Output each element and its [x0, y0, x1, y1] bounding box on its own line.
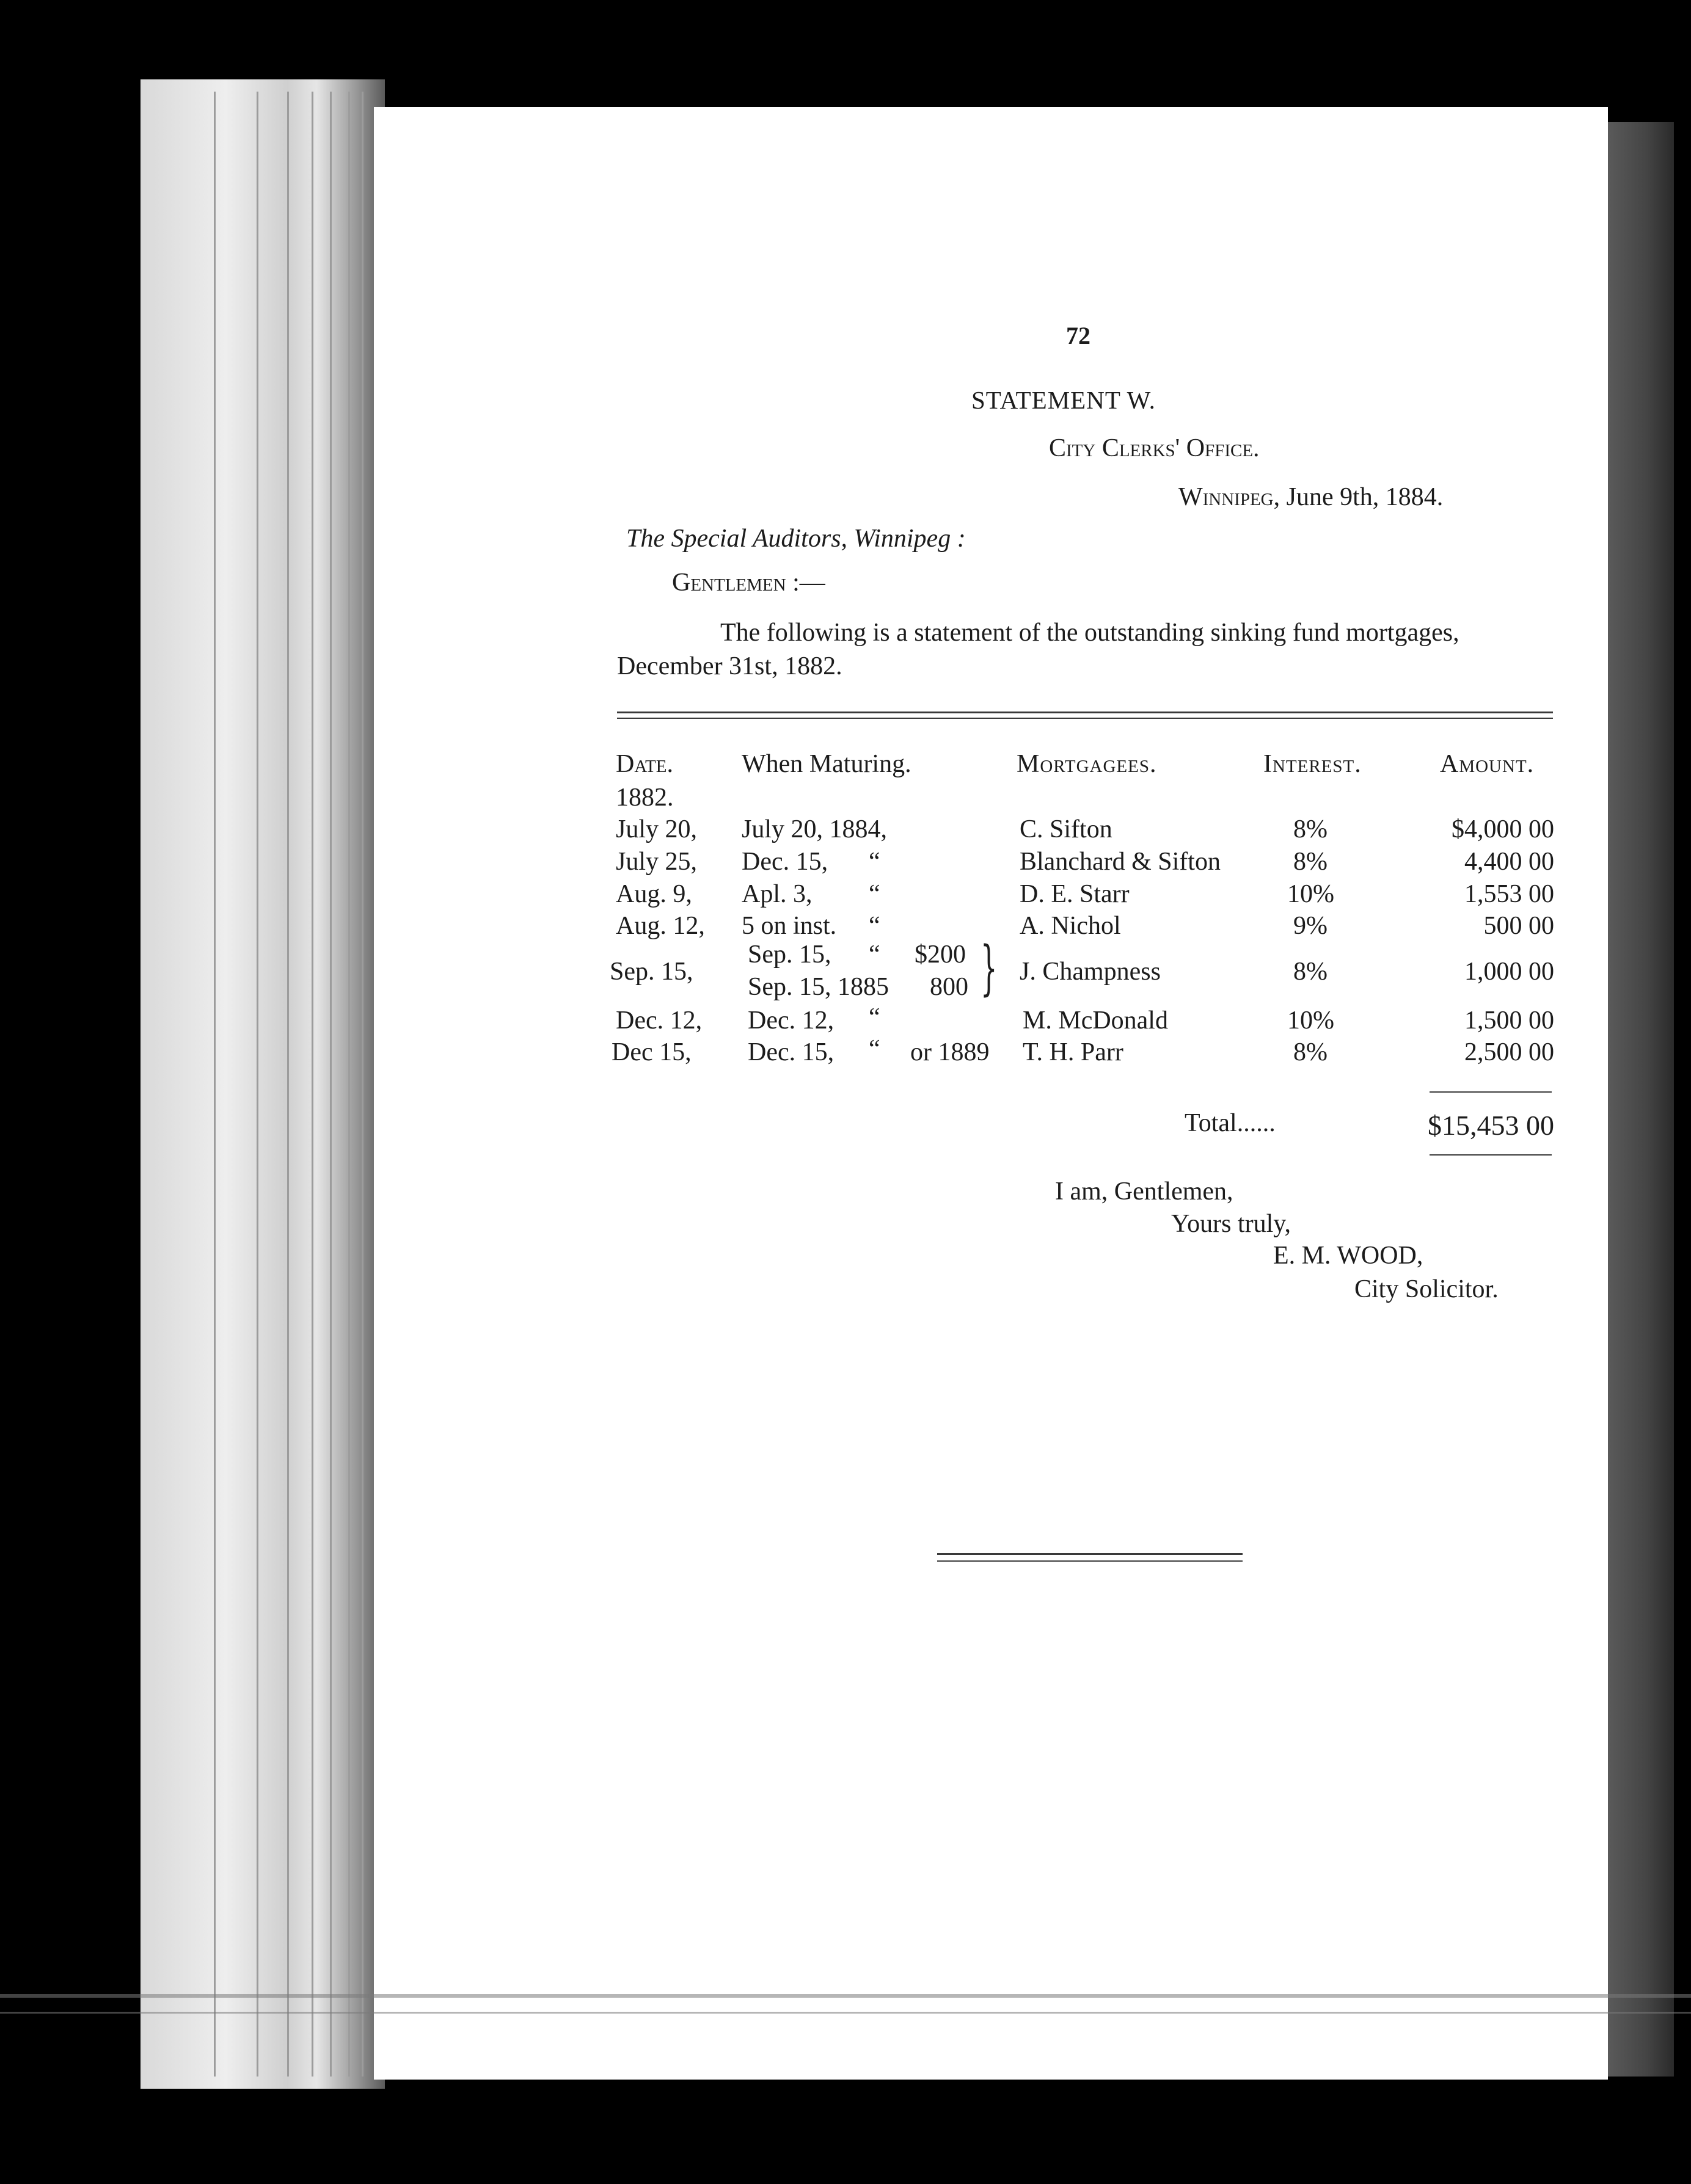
- year-label: 1882.: [616, 784, 674, 812]
- ditto-mark: “: [869, 1035, 880, 1063]
- row-amount: $4,000 00: [1452, 815, 1554, 843]
- signature-name: E. M. WOOD,: [1273, 1242, 1423, 1270]
- row-mortgagee: Blanchard & Sifton: [1020, 848, 1221, 876]
- row-date: July 25,: [616, 848, 698, 876]
- row-date: Aug. 12,: [616, 912, 705, 940]
- brace-icon: }: [981, 934, 998, 1002]
- row-interest: 8%: [1293, 1038, 1328, 1066]
- header-amount: Amount.: [1440, 750, 1535, 778]
- header-interest: Interest.: [1263, 750, 1362, 778]
- row-maturing: July 20, 1884,: [742, 815, 888, 843]
- row-amount: 2,500 00: [1464, 1038, 1554, 1066]
- row-maturing: Apl. 3,: [742, 880, 813, 908]
- scan-artifact-line: [0, 2012, 1691, 2014]
- row-mortgagee: M. McDonald: [1023, 1006, 1168, 1035]
- maturing-alternate: or 1889: [910, 1038, 990, 1066]
- ditto-mark: “: [869, 912, 880, 940]
- book-right-edge: [1607, 122, 1674, 2077]
- row-amount: 1,553 00: [1464, 880, 1554, 908]
- row-maturing: Sep. 15,: [748, 941, 831, 969]
- statement-heading: STATEMENT W.: [971, 386, 1156, 414]
- ditto-mark: “: [869, 848, 880, 876]
- row-amount: 1,500 00: [1464, 1006, 1554, 1035]
- closing-line: I am, Gentlemen,: [1055, 1178, 1233, 1206]
- total-amount: $15,453 00: [1428, 1110, 1554, 1141]
- book-page-stack: [141, 79, 385, 2089]
- row-amount: 4,400 00: [1464, 848, 1554, 876]
- scan-artifact-line: [0, 1994, 1691, 1998]
- row-maturing-2: Sep. 15, 1885: [748, 973, 889, 1001]
- row-mortgagee: A. Nichol: [1020, 912, 1121, 940]
- row-date: July 20,: [616, 815, 698, 843]
- row-interest: 9%: [1293, 912, 1328, 940]
- row-date: Sep. 15,: [610, 958, 693, 986]
- page-sheet: [374, 107, 1608, 2080]
- total-label: Total......: [1185, 1109, 1276, 1137]
- end-rule-2: [937, 1560, 1243, 1562]
- table-top-rule-1: [617, 712, 1553, 713]
- row-mortgagee: T. H. Parr: [1023, 1038, 1123, 1066]
- maturing-amount-1: $200: [915, 941, 966, 969]
- ditto-mark: “: [869, 880, 880, 908]
- dateline-date: June 9th, 1884.: [1286, 483, 1444, 511]
- row-date: Dec. 12,: [616, 1006, 703, 1035]
- dateline: [1178, 484, 1443, 510]
- row-amount: 1,000 00: [1464, 958, 1554, 986]
- end-rule-1: [937, 1553, 1243, 1555]
- closing-yours-truly: Yours truly,: [1171, 1210, 1291, 1238]
- header-when-maturing: When Maturing.: [742, 750, 911, 778]
- header-mortgagees: Mortgagees.: [1017, 750, 1157, 778]
- row-interest: 8%: [1293, 958, 1328, 986]
- row-mortgagee: D. E. Starr: [1020, 880, 1130, 908]
- row-date: Aug. 9,: [616, 880, 692, 908]
- table-top-rule-2: [617, 718, 1553, 719]
- row-interest: 8%: [1293, 815, 1328, 843]
- total-rule-top: [1430, 1091, 1552, 1093]
- row-maturing: Dec. 15,: [748, 1038, 835, 1066]
- intro-line-2: December 31st, 1882.: [617, 652, 842, 680]
- row-date: Dec 15,: [612, 1038, 692, 1066]
- row-maturing: Dec. 15,: [742, 848, 828, 876]
- row-interest: 10%: [1287, 1006, 1334, 1035]
- ditto-mark: “: [869, 941, 880, 969]
- maturing-amount-2: 800: [930, 973, 968, 1001]
- page-number: 72: [1066, 322, 1090, 349]
- row-maturing: Dec. 12,: [748, 1006, 835, 1035]
- addressee: The Special Auditors, Winnipeg :: [626, 525, 966, 553]
- dateline-place: Winnipeg,: [1178, 483, 1280, 511]
- salutation: Gentlemen :—: [672, 569, 825, 597]
- office-line: City Clerks' Office.: [1049, 434, 1260, 462]
- header-date: Date.: [616, 750, 673, 778]
- ditto-mark: “: [869, 1003, 880, 1032]
- total-rule-bottom: [1430, 1154, 1552, 1156]
- signature-title: City Solicitor.: [1354, 1275, 1499, 1303]
- row-mortgagee: C. Sifton: [1020, 815, 1112, 843]
- intro-line-1: The following is a statement of the outstanding sinking fund mortgages,: [720, 619, 1459, 647]
- row-amount: 500 00: [1483, 912, 1554, 940]
- row-maturing: 5 on inst.: [742, 912, 837, 940]
- row-interest: 10%: [1287, 880, 1334, 908]
- row-interest: 8%: [1293, 848, 1328, 876]
- row-mortgagee: J. Champness: [1020, 958, 1161, 986]
